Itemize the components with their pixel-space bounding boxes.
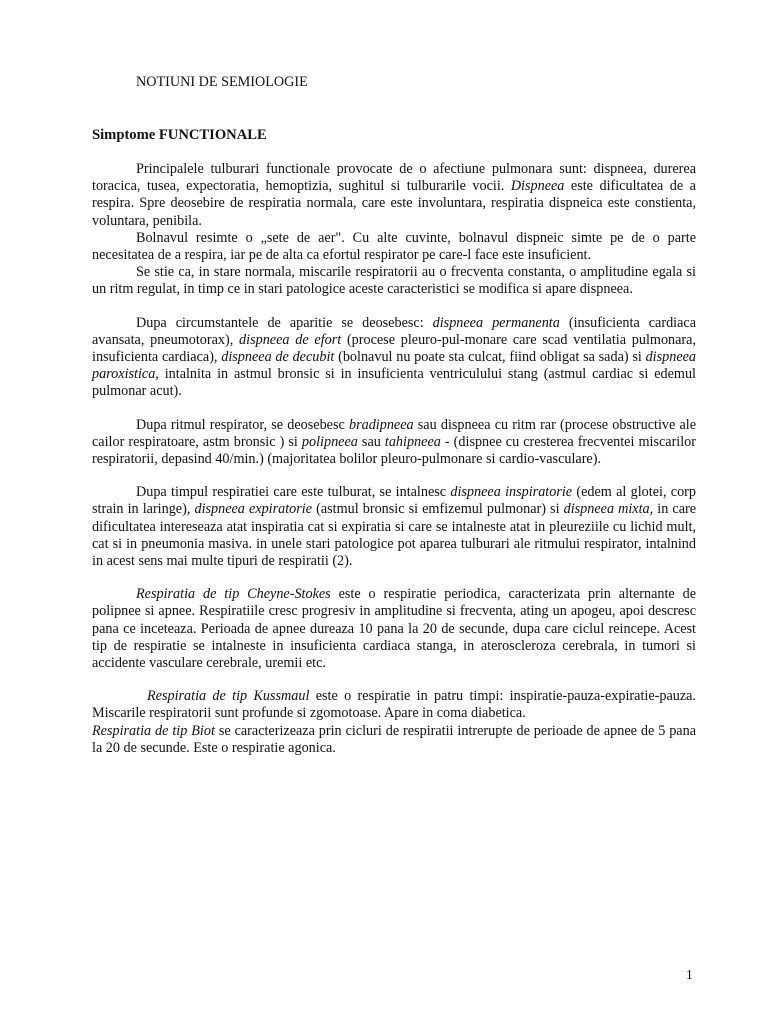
paragraph-normal-state: Se stie ca, in stare normala, miscarile respiratorii au o frecventa constanta, o amplitudine egala si un ritm regulat, in timp ce in stari patologice aceste caracteristici se modifica si apare dispneea. xyxy=(92,264,696,298)
page-number: 1 xyxy=(686,967,693,982)
paragraph-timp-respiratie: Dupa timpul respiratiei care este tulburat, se intalnesc dispneea inspiratorie (edem al glotei, corp strain in laringe), dispneea expiratorie (astmul bronsic si emfizemul pulmonar) si dispneea mixta, in care dificultatea intereseaza atat inspiratia cat si expiratia si care se intalneste atat in pleureziile cu lichid mult, cat si in pneumonia masiva. in unele stari patologice pot aparea tulburari ale ritmului respirator, intalnind in acest sens mai multe tipuri de respiratii (2). xyxy=(92,484,697,570)
paragraph-biot: Respiratia de tip Biot se caracterizeaza prin cicluri de respiratii intrerupte de perioade de apnee de 5 pana la 20 de secunde. Este o respiratie agonica. xyxy=(92,722,696,756)
paragraph-ritm: Dupa ritmul respirator, se deosebesc bradipneea sau dispneea cu ritm rar (procese obstructive ale cailor respiratoare, astm bronsic ) si polipneea sau tahipneea - (dispnee cu cresterea frecventei miscarilor respiratorii, depasind 40/min.) (majoritatea bolilor pleuro-pulmonare si cardio-vasculare). xyxy=(92,416,696,468)
document-title: NOTIUNI DE SEMIOLOGIE xyxy=(136,74,308,90)
paragraph-intro: Principalele tulburari functionale provocate de o afectiune pulmonara sunt: dispneea, durerea toracica, tusea, expectoratia, hemoptizia, sughitul si tulburarile vocii. Dispneea este dificultatea de a respira. Spre deosebire de respiratia normala, care este involuntara, respiratia dispneica este constienta, voluntara, penibila. xyxy=(92,161,696,229)
document-body xyxy=(92,161,696,757)
section-heading: Simptome FUNCTIONALE xyxy=(92,127,267,143)
paragraph-kussmaul: Respiratia de tip Kussmaul este o respiratie in patru timpi: inspiratie-pauza-expiratie-pauza. Miscarile respiratorii sunt profunde si zgomotoase. Apare in coma diabetica. xyxy=(92,688,696,722)
paragraph-circumstante: Dupa circumstantele de aparitie se deosebesc: dispneea permanenta (insuficienta cardiaca avansata, pneumotorax), dispneea de efort (procese pleuro-pul-monare care scad ventilatia pulmonara, insuficienta cardiaca), dispneea de decubit (bolnavul nu poate sta culcat, fiind obligat sa sada) si dispneea paroxistica, intalnita in astmul bronsic si in insuficienta ventriculului stang (astmul cardiac si edemul pulmonar acut). xyxy=(92,314,697,400)
paragraph-sete-de-aer: Bolnavul resimte o „sete de aer". Cu alte cuvinte, bolnavul dispneic simte pe de o parte necesitatea de a respira, iar pe de alta ca efortul respirator pe care-l face este insuficient. xyxy=(92,229,696,264)
paragraph-cheyne-stokes: Respiratia de tip Cheyne-Stokes este o respiratie periodica, caracterizata prin alternante de polipnee si apnee. Respiratiile cresc progresiv in amplitudine si frecventa, ating un apogeu, apoi descresc pana ce inceteaza. Perioada de apnee dureaza 10 pana la 20 de secunde, dupa care ciclul reincepe. Acest tip de respiratie se intalneste in insuficienta cardiaca stanga, in ateroscleroza cerebrala, in tumori si accidente vasculare cerebrale, uremii etc. xyxy=(92,586,696,672)
